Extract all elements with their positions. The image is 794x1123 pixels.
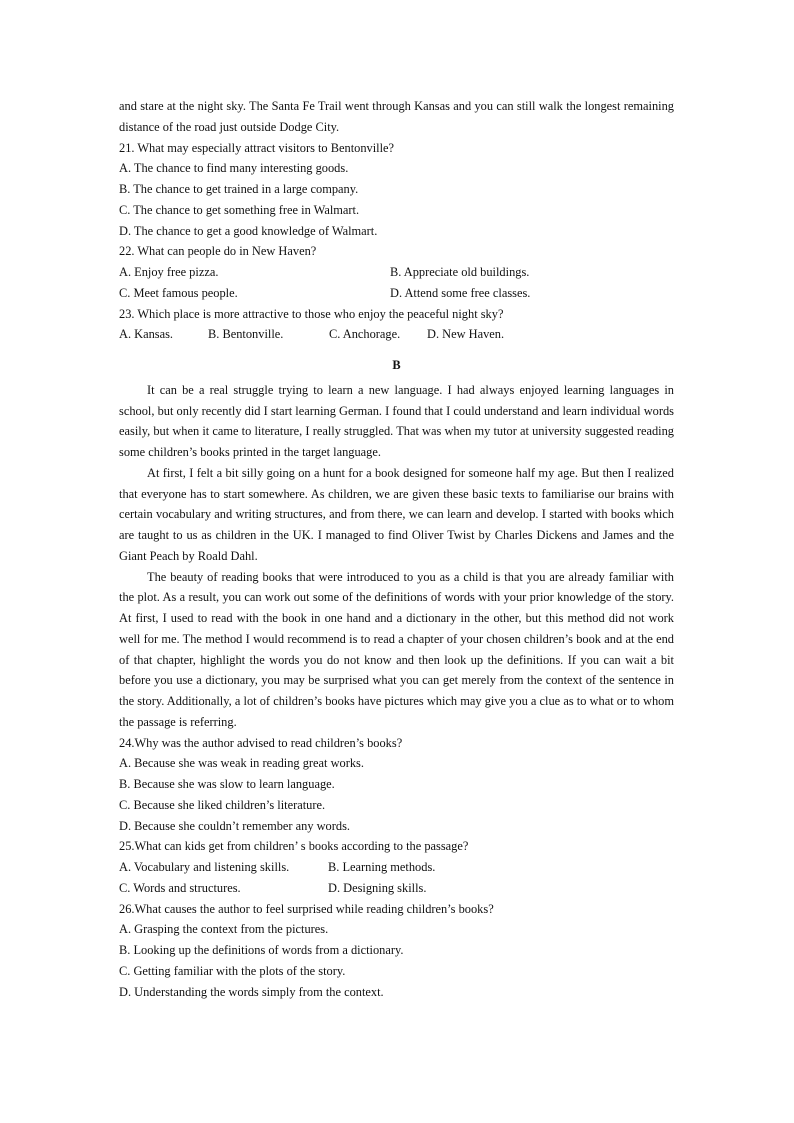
intro-paragraph: and stare at the night sky. The Santa Fe Trail went through Kansas and you can still walk the longest remaining distance of the road just outside Dodge City. xyxy=(119,99,674,134)
document-page xyxy=(119,96,674,1002)
q22-options-row-2 xyxy=(119,283,674,304)
q24-option-c: C. Because she liked children’s literature. xyxy=(119,797,326,812)
question-21: 21. What may especially attract visitors to Bentonville? xyxy=(119,140,395,155)
q23-option-c: C. Anchorage. xyxy=(329,327,401,342)
q25-option-d: D. Designing skills. xyxy=(328,880,427,895)
q26-option-c: C. Getting familiar with the plots of the story. xyxy=(119,963,346,978)
q26-option-b: B. Looking up the definitions of words from a dictionary. xyxy=(119,943,404,957)
q22-option-d: D. Attend some free classes. xyxy=(390,285,531,300)
question-25: 25.What can kids get from children’ s books according to the passage? xyxy=(119,839,469,854)
q26-option-a: A. Grasping the context from the pictures. xyxy=(119,922,329,937)
q24-option-b: B. Because she was slow to learn language. xyxy=(119,777,335,791)
passage-b-paragraph-2: At first, I felt a bit silly going on a hunt for a book designed for someone half my age. But then I realized that everyone has to start somewhere. As children, we are given these basic texts to familiarise our brains with certain vocabulary and writing structures, and from there, we can learn and develop. I started with books which are taught to us as children in the UK. I managed to find Oliver Twist by Charles Dickens and James and the Giant Peach by Roald Dahl. xyxy=(119,465,674,563)
q23-option-b: B. Bentonville. xyxy=(208,327,284,342)
question-22: 22. What can people do in New Haven? xyxy=(119,244,317,259)
q21-option-a: A. The chance to find many interesting goods. xyxy=(119,161,349,176)
question-24: 24.Why was the author advised to read children’s books? xyxy=(119,735,403,750)
q25-option-b: B. Learning methods. xyxy=(328,860,436,874)
q25-options-row-1 xyxy=(119,857,674,878)
q22-option-c: C. Meet famous people. xyxy=(119,285,238,300)
question-23: 23. Which place is more attractive to those who enjoy the peaceful night sky? xyxy=(119,306,504,321)
q21-option-d: D. The chance to get a good knowledge of Walmart. xyxy=(119,223,378,238)
q21-option-b: B. The chance to get trained in a large company. xyxy=(119,182,359,196)
q22-option-a: A. Enjoy free pizza. xyxy=(119,265,219,279)
q23-options-row xyxy=(119,324,674,345)
q22-options-row-1 xyxy=(119,262,674,283)
passage-b-paragraph-3: The beauty of reading books that were introduced to you as a child is that you are already familiar with the plot. As a result, you can work out some of the definitions of words with your prior knowledge of the story. At first, I used to read with the book in one hand and a dictionary in the other, but this method did not work well for me. The method I would recommend is to read a chapter of your chosen children’s book and at the end of that chapter, highlight the words you do not know and then look up the definitions. If you can wait a bit before you use a dictionary, you may be surprised what you can get merely from the context of the sentence in the story. Additionally, a lot of children’s books have pictures which may give you a clue as to what or to whom the passage is referring. xyxy=(119,569,674,729)
q21-option-c: C. The chance to get something free in Walmart. xyxy=(119,202,360,217)
q24-option-d: D. Because she couldn’t remember any words. xyxy=(119,818,350,833)
q24-option-a: A. Because she was weak in reading great works. xyxy=(119,756,364,771)
passage-b-paragraph-1: It can be a real struggle trying to learn a new language. I had always enjoyed learning languages in school, but only recently did I start learning German. I found that I could understand and learn individual words easily, but when it came to literature, I really struggled. That was when my tutor at university suggested reading some children’s books printed in the target language. xyxy=(119,382,674,459)
q25-option-c: C. Words and structures. xyxy=(119,880,241,895)
q22-option-b: B. Appreciate old buildings. xyxy=(390,265,530,279)
question-26: 26.What causes the author to feel surprised while reading children’s books? xyxy=(119,901,494,916)
q25-option-a: A. Vocabulary and listening skills. xyxy=(119,860,290,874)
q23-option-a: A. Kansas. xyxy=(119,327,174,342)
section-heading-b: B xyxy=(392,358,401,372)
q23-option-d: D. New Haven. xyxy=(427,327,505,342)
q25-options-row-2 xyxy=(119,878,674,899)
q26-option-d: D. Understanding the words simply from the context. xyxy=(119,984,384,999)
